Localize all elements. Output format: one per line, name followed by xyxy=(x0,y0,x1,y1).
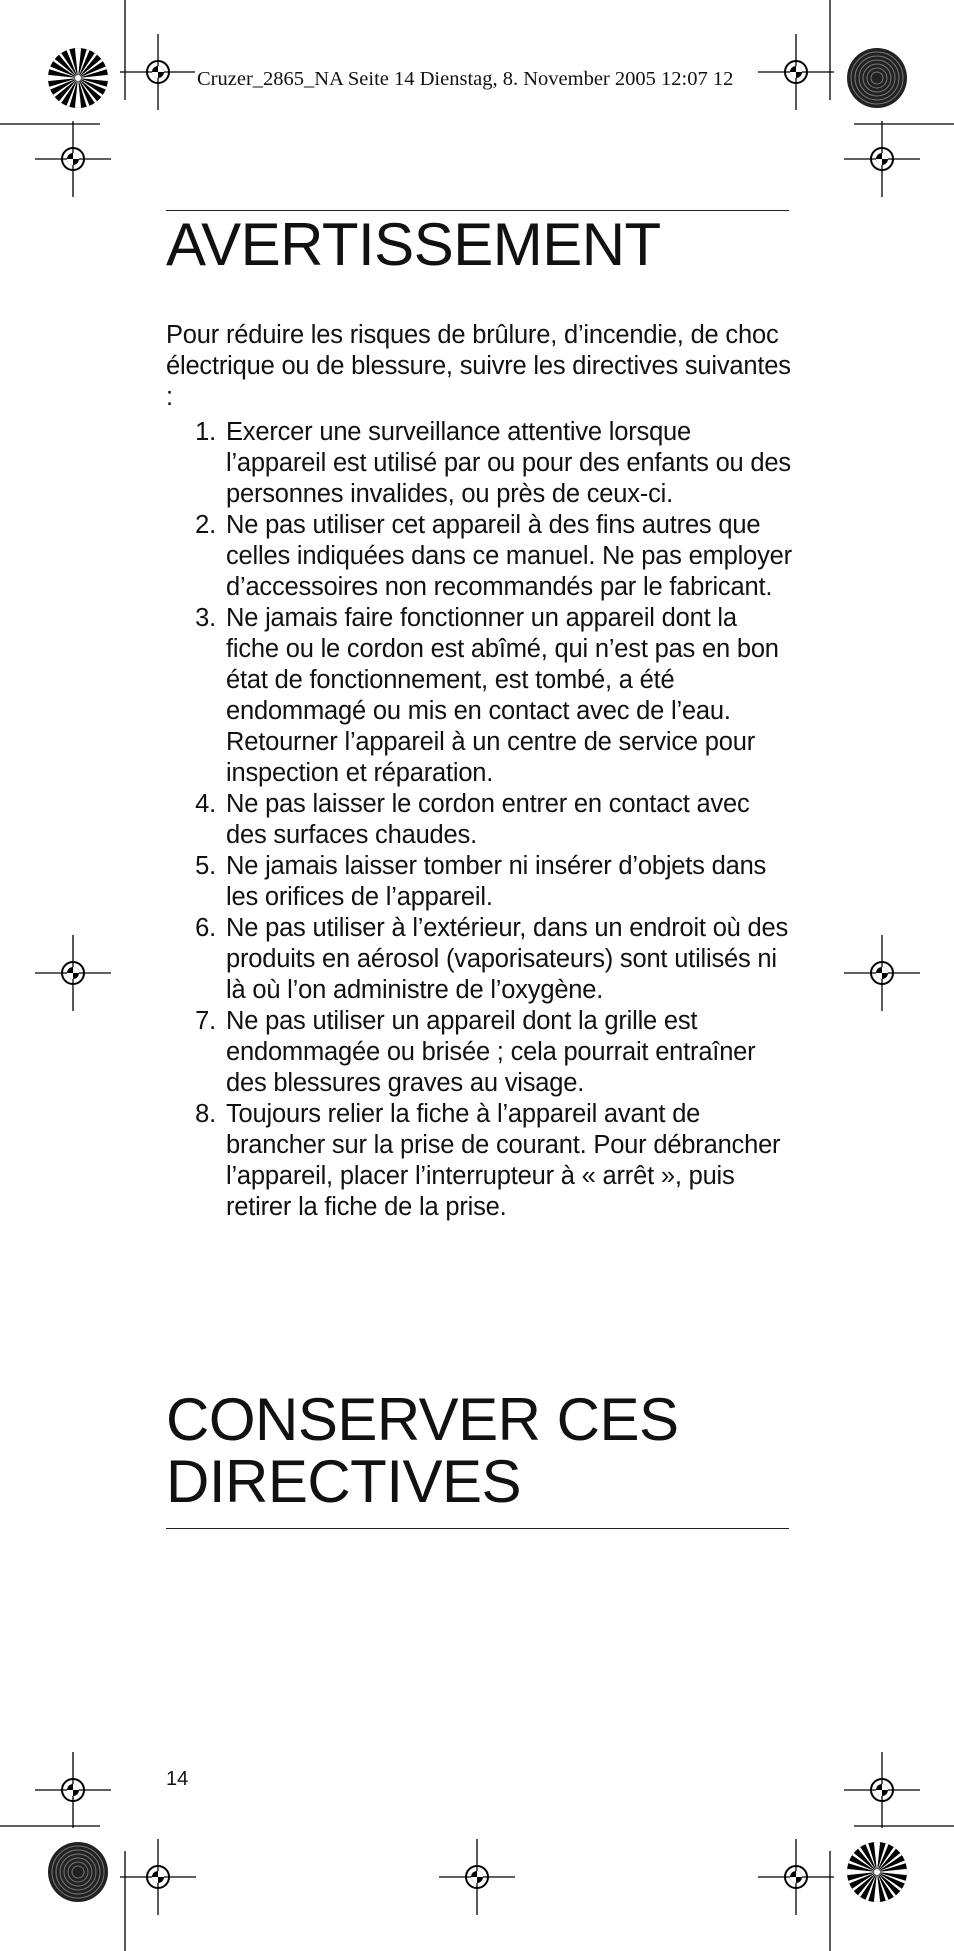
directive-number: 4. xyxy=(195,790,216,818)
save-instructions-heading xyxy=(166,1386,796,1515)
registration-mark-top-right xyxy=(758,34,834,110)
registration-mark-bottom-center xyxy=(439,1839,515,1915)
concentric-target-top-right xyxy=(847,48,907,108)
directive-text: Toujours relier la fiche à l’appareil avant de brancher sur la prise de courant. Pour débrancher l’appareil, placer l’interrupteur à « arrêt », puis retirer la fiche de la prise. xyxy=(226,1100,781,1221)
registration-mark-bottom-left xyxy=(120,1839,196,1915)
save-instructions-line-1: CONSERVER CES xyxy=(166,1386,679,1453)
warning-heading: AVERTISSEMENT xyxy=(166,211,661,278)
page-number: 14 xyxy=(166,1768,189,1790)
directive-text: Ne pas laisser le cordon entrer en contact avec des surfaces chaudes. xyxy=(226,790,750,849)
directive-item xyxy=(166,851,796,913)
warning-intro: Pour réduire les risques de brûlure, d’incendie, de choc électrique ou de blessure, suivre les directives suivantes : xyxy=(166,321,791,411)
registration-mark-left-lower xyxy=(35,1752,111,1828)
directive-number: 6. xyxy=(195,914,216,942)
concentric-target-bottom-left xyxy=(48,1842,108,1902)
directive-item xyxy=(166,789,796,851)
registration-mark-right-middle xyxy=(844,935,920,1011)
registration-mark-left-upper xyxy=(35,121,111,197)
directive-item xyxy=(166,510,796,603)
directive-number: 5. xyxy=(195,852,216,880)
registration-mark-left-middle xyxy=(35,935,111,1011)
directive-item xyxy=(166,603,796,789)
starburst-target-top-left xyxy=(48,48,108,108)
print-slug-header: Cruzer_2865_NA Seite 14 Dienstag, 8. November 2005 12:07 12 xyxy=(197,68,734,90)
directive-text: Exercer une surveillance attentive lorsque l’appareil est utilisé par ou pour des enfants ou des personnes invalides, ou près de ceux-ci. xyxy=(226,418,791,508)
directive-number: 7. xyxy=(195,1007,216,1035)
registration-mark-bottom-right xyxy=(758,1839,834,1915)
directive-text: Ne jamais faire fonctionner un appareil dont la fiche ou le cordon est abîmé, qui n’est pas en bon état de fonctionnement, est tombé, a été endommagé ou mis en contact avec de l’eau. Retourner l’appareil à un centre de service pour inspection et réparation. xyxy=(226,604,779,787)
registration-mark-right-upper xyxy=(844,121,920,197)
directive-item xyxy=(166,1006,796,1099)
directive-text: Ne pas utiliser cet appareil à des fins autres que celles indiquées dans ce manuel. Ne pas employer d’accessoires non recommandés par le fabricant. xyxy=(226,511,792,601)
bottom-divider-rule xyxy=(166,1528,789,1529)
directive-text: Ne pas utiliser un appareil dont la grille est endommagée ou brisée ; cela pourrait entraîner des blessures graves au visage. xyxy=(226,1007,756,1097)
directive-number: 3. xyxy=(195,604,216,632)
registration-mark-top-left xyxy=(120,34,196,110)
directive-text: Ne pas utiliser à l’extérieur, dans un endroit où des produits en aérosol (vaporisateurs) sont utilisés ni là où l’on administre de l’oxygène. xyxy=(226,914,789,1004)
registration-mark-right-lower xyxy=(844,1752,920,1828)
directive-number: 1. xyxy=(195,418,216,446)
directive-item xyxy=(166,913,796,1006)
starburst-target-bottom-right xyxy=(847,1842,907,1902)
directive-number: 8. xyxy=(195,1100,216,1128)
save-instructions-line-2: DIRECTIVES xyxy=(166,1448,522,1515)
directive-number: 2. xyxy=(195,511,216,539)
warning-section xyxy=(166,211,796,1223)
directive-text: Ne jamais laisser tomber ni insérer d’objets dans les orifices de l’appareil. xyxy=(226,852,767,911)
safety-directives-list xyxy=(166,417,796,1223)
directive-item xyxy=(166,417,796,510)
directive-item xyxy=(166,1099,796,1223)
